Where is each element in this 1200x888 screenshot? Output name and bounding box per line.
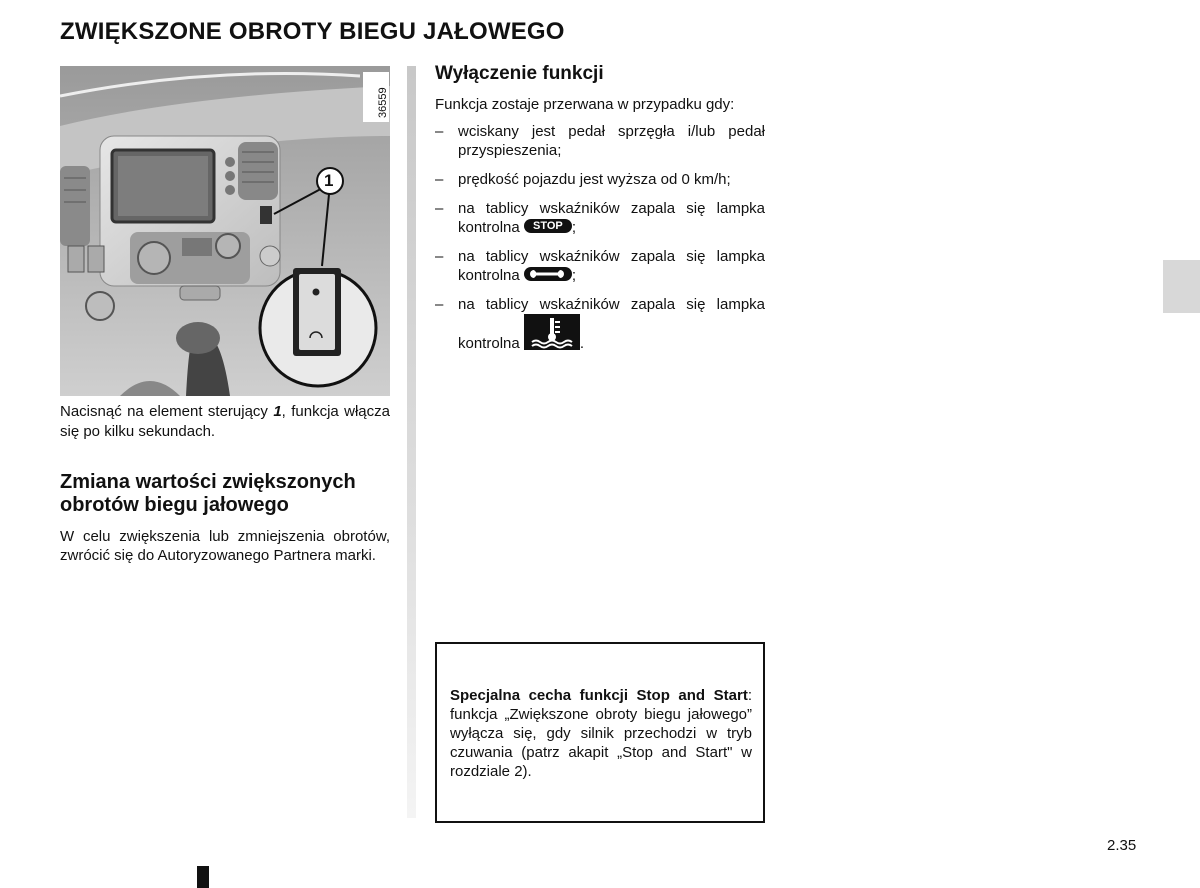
list-item	[435, 122, 765, 160]
caption-post: , funkcja włącza się po kilku sekundach.	[60, 403, 390, 440]
figure-caption	[60, 402, 390, 442]
list-item-suffix: ;	[571, 267, 577, 284]
list-item	[435, 295, 765, 353]
caption-pre: Nacisnąć na element sterujący	[60, 403, 274, 420]
list-dash: –	[435, 248, 444, 265]
dashboard-drawing	[60, 66, 390, 396]
page-number: 2.35	[1107, 837, 1137, 854]
list-item-text: na tablicy wskaźników zapala się lampka kontrolna	[458, 296, 765, 352]
list-item-text: na tablicy wskaźników zapala się lampka kontrolna	[458, 200, 765, 236]
chapter-tab	[1163, 260, 1200, 313]
callout-number: 1	[324, 171, 334, 190]
change-heading: Zmiana wartości zwiększonych obrotów biegu jałowego	[60, 471, 356, 516]
disable-heading: Wyłączenie funkcji	[435, 63, 604, 84]
coolant-temperature-lamp-icon	[524, 314, 580, 350]
disable-intro: Funkcja zostaje przerwana w przypadku gdy:	[435, 96, 735, 113]
change-body: W celu zwiększenia lub zmniejszenia obrotów, zwrócić się do Autoryzowanego Partnera marki.	[60, 528, 390, 564]
note-bold-lead: Specjalna cecha funkcji Stop and Start	[450, 687, 748, 704]
wrench-service-lamp-icon	[524, 267, 572, 281]
list-dash: –	[435, 171, 444, 188]
list-dash: –	[435, 296, 444, 313]
caption-ref: 1	[273, 403, 282, 420]
figure-code	[363, 72, 389, 122]
list-item	[435, 170, 765, 189]
list-dash: –	[435, 123, 444, 140]
note-text	[450, 686, 752, 781]
list-item-text: wciskany jest pedał sprzęgła i/lub pedał przyspieszenia;	[458, 123, 765, 159]
note-box	[435, 642, 765, 823]
list-item	[435, 247, 765, 285]
print-mark	[197, 866, 209, 888]
figure-code-text: 36559	[377, 87, 389, 118]
disable-section	[435, 62, 765, 363]
list-item-text: prędkość pojazdu jest wyższa od 0 km/h;	[458, 171, 731, 188]
note-body: : funkcja „Zwiększone obroty biegu jałowego” wyłącza się, gdy silnik przechodzi w tryb czuwania (patrz akapit „Stop and Start" w rozdziale 2).	[450, 687, 752, 780]
list-item-text: na tablicy wskaźników zapala się lampka kontrolna	[458, 248, 765, 284]
page-title: ZWIĘKSZONE OBROTY BIEGU JAŁOWEGO	[60, 18, 565, 45]
condition-list	[435, 122, 765, 353]
list-item-suffix: ;	[571, 219, 577, 236]
stop-lamp-text: STOP	[533, 220, 563, 232]
list-dash: –	[435, 200, 444, 217]
list-item	[435, 199, 765, 237]
stop-warning-lamp-icon	[524, 219, 572, 233]
change-section	[60, 471, 390, 565]
column-divider	[407, 66, 416, 818]
dashboard-illustration	[60, 66, 390, 396]
list-item-suffix: .	[579, 335, 585, 352]
